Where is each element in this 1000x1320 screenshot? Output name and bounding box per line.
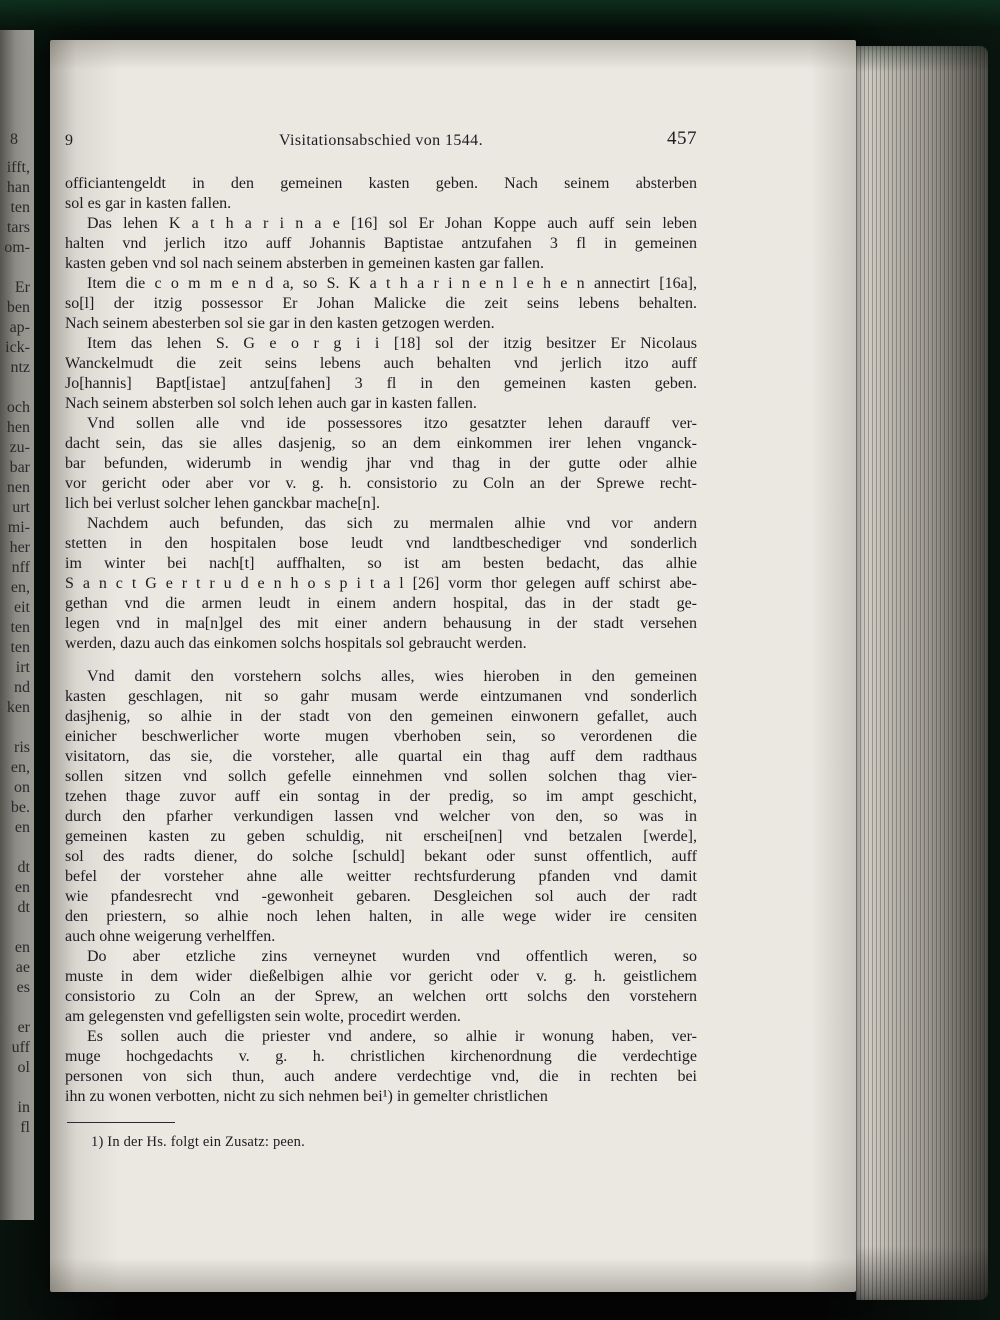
- left-edge-fragment: bar: [9, 459, 30, 476]
- paragraph: [65, 1027, 697, 1107]
- text-line: Nach seinem abesterben sol sie gar in den kasten getzogen werden.: [65, 315, 495, 332]
- text-line: bar befunden, widerumb in wendig jhar vnd thag in der gutte oder alhie: [65, 455, 697, 472]
- left-edge-fragment: fl: [20, 1119, 30, 1136]
- text-line: personen von sich thun, auch andere verdechtige vnd, die in rechten bei: [65, 1068, 697, 1085]
- left-edge-fragment: en: [14, 819, 30, 836]
- text-line: S a n c t G e r t r u d e n h o s p i t a l [26] vorm thor gelegen auff schirst abe-: [65, 575, 697, 592]
- left-edge-fragment: zu-: [9, 439, 30, 456]
- left-edge-fragment: es: [16, 979, 30, 996]
- left-edge-fragment: nff: [11, 559, 30, 576]
- text-line: dasjhenig, so alhie in der stadt von den gemeinen einwonern gefallet, auch: [65, 708, 697, 725]
- left-edge-fragment: ifft,: [6, 159, 30, 176]
- left-edge-fragment: be.: [10, 799, 30, 816]
- text-line: ihn zu wonen verbotten, nicht zu sich nehmen bei¹) in gemelter christlichen: [65, 1088, 548, 1105]
- left-page-edge: [0, 30, 34, 1220]
- header-left-number: 9: [65, 132, 73, 149]
- text-line: Nachdem auch befunden, das sich zu mermalen alhie vnd vor andern: [87, 515, 697, 532]
- paragraph: [65, 414, 697, 514]
- footnote-separator: [67, 1122, 175, 1123]
- left-edge-fragment: en,: [10, 579, 30, 596]
- left-edge-fragment: in: [17, 1099, 30, 1116]
- text-line: stetten in den hospitalen bose leudt vnd landtbeschediger vnd sonderlich: [65, 535, 697, 552]
- left-edge-fragment: nen: [6, 479, 30, 496]
- left-edge-fragment: ae: [15, 959, 30, 976]
- paragraph: [65, 667, 697, 947]
- text-line: Vnd sollen alle vnd ide possessores itzo gesatzter lehen darauff ver-: [87, 415, 697, 432]
- left-edge-fragment: urt: [12, 499, 30, 516]
- left-edge-fragment: dt: [17, 859, 30, 876]
- left-edge-fragment: on: [14, 779, 30, 796]
- left-edge-fragment: ntz: [10, 359, 30, 376]
- text-line: Do aber etzliche zins verneynet wurden vnd offentlich weren, so: [87, 948, 697, 965]
- text-line: auch ohne weigerung verhelffen.: [65, 928, 276, 945]
- left-edge-fragment: hen: [6, 419, 30, 436]
- left-edge-fragment: [2, 1078, 30, 1098]
- text-line: consistorio zu Coln an der Sprew, an welchen ortt solchs den vorstehern: [65, 988, 697, 1005]
- text-line: kasten geben vnd sol nach seinem absterben in gemeinen kasten gar fallen.: [65, 255, 544, 272]
- text-line: muste in dem wider dießelbigen alhie vor gericht oder v. g. h. geistlichem: [65, 968, 697, 985]
- left-edge-fragment: eit: [14, 599, 30, 616]
- text-line: legen vnd in ma[n]gel des mit einer andern behausung in der stadt versehen: [65, 615, 697, 632]
- text-line: Item die c o m m e n d a, so S. K a t h a r i n e n l e h e n annectirt [16a],: [87, 275, 697, 292]
- left-edge-fragment: om-: [4, 239, 30, 256]
- running-header: [65, 130, 697, 154]
- text-line: so[l] der itzig possessor Er Johan Malicke die zeit seins lebens behalten.: [65, 295, 697, 312]
- text-line: Item das lehen S. G e o r g i i [18] sol der itzig besitzer Er Nicolaus: [87, 335, 697, 352]
- text-line: durch den pfarher verkundigen lassen vnd welcher von den, so was in: [65, 808, 697, 825]
- left-edge-fragment: en: [14, 879, 30, 896]
- footnote-text: 1) In der Hs. folgt ein Zusatz: peen.: [91, 1134, 305, 1150]
- text-line: gemeinen kasten zu geben schuldig, nit erschei[nen] vnd betzalen [werde],: [65, 828, 697, 845]
- text-line: muge hochgedachts v. g. h. christlichen kirchenordnung die verdechtige: [65, 1048, 697, 1065]
- page-content: [65, 40, 697, 1151]
- text-line: wie pfandesrecht vnd -gewonheit gebaren. Desgleichen sol auch der radt: [65, 888, 697, 905]
- left-edge-fragment: [2, 918, 30, 938]
- text-line: Vnd damit den vorstehern solchs alles, wies hieroben in den gemeinen: [87, 668, 697, 685]
- text-line: Das lehen K a t h a r i n a e [16] sol Er Johan Koppe auch auff sein leben: [87, 215, 697, 232]
- left-edge-fragment: och: [6, 399, 30, 416]
- running-title: Visitationsabschied von 1544.: [279, 132, 483, 149]
- left-edge-fragment: tars: [6, 219, 30, 236]
- left-edge-fragment: ap-: [9, 319, 30, 336]
- left-edge-fragment: her: [9, 539, 30, 556]
- text-line: Wanckelmudt die zeit seins lebens auch behalten vnd jerlich itzo auff: [65, 355, 697, 372]
- left-edge-fragment: en,: [10, 759, 30, 776]
- left-edge-fragment: ken: [6, 699, 30, 716]
- text-line: lich bei verlust solcher lehen ganckbar mache[n].: [65, 495, 380, 512]
- paragraph: [65, 947, 697, 1027]
- text-line: visitatorn, das sie, die vorsteher, alle quartal ein thag auff dem radthaus: [65, 748, 697, 765]
- text-line: sol es gar in kasten fallen.: [65, 195, 232, 212]
- left-edge-fragment: [2, 718, 30, 738]
- paragraph: [65, 174, 697, 214]
- text-line: den priestern, so alhie noch lehen halten, in alle wege wider ire censiten: [65, 908, 697, 925]
- left-edge-fragment: irt: [15, 659, 30, 676]
- left-edge-fragment: [2, 998, 30, 1018]
- left-edge-fragment: ten: [10, 639, 30, 656]
- text-line: befel der vorsteher ahne alle weitter rechtsfurderung pfanden vnd damit: [65, 868, 697, 885]
- left-edge-fragment: Er: [14, 279, 30, 296]
- left-edge-fragment: [2, 838, 30, 858]
- text-line: gethan vnd die armen leudt in einem andern hospital, das in der stadt ge-: [65, 595, 697, 612]
- left-edge-fragment: uff: [11, 1039, 30, 1056]
- left-edge-fragment: ris: [14, 739, 30, 756]
- left-edge-fragment: [2, 378, 30, 398]
- left-edge-fragment: mi-: [7, 519, 30, 536]
- left-edge-fragment: er: [17, 1019, 30, 1036]
- text-line: halten vnd jerlich itzo auff Johannis Baptistae antzufahen 3 fl in gemeinen: [65, 235, 697, 252]
- text-line: im winter bei nach[t] auffhalten, so ist am besten bedacht, das alhie: [65, 555, 697, 572]
- left-edge-fragment: ben: [6, 299, 30, 316]
- paragraph: [65, 334, 697, 414]
- text-line: tzehen thage zuvor auff ein sontag in der predig, so im ampt geschicht,: [65, 788, 697, 805]
- text-line: vor gericht oder aber vor v. g. h. consistorio zu Coln an der Sprewe recht-: [65, 475, 697, 492]
- left-edge-fragment: [2, 258, 30, 278]
- left-edge-fragment: nd: [14, 679, 30, 696]
- paragraph: [65, 274, 697, 334]
- left-edge-fragment: ick-: [5, 339, 30, 356]
- left-edge-fragment: ten: [10, 199, 30, 216]
- text-line: werden, dazu auch das einkomen solchs hospitals sol gebraucht werden.: [65, 635, 527, 652]
- text-line: dacht sein, das sie alles dasjenig, so an dem einkommen irer lehen vnganck-: [65, 435, 697, 452]
- page-number: 457: [667, 128, 697, 149]
- text-line: einicher beschwerlicher worte mugen vberhoben sein, so verordenen die: [65, 728, 697, 745]
- left-edge-fragment: han: [6, 179, 30, 196]
- text-line: sol des radts diener, do solche [schuld] bekant oder sunst offentlich, auff: [65, 848, 697, 865]
- page-body: [65, 174, 697, 1107]
- left-page-number: 8: [10, 131, 18, 148]
- text-line: kasten geschlagen, nit so gahr musam werde eintzumanen vnd sonderlich: [65, 688, 697, 705]
- text-line: Nach seinem absterben sol solch lehen auch gar in kasten fallen.: [65, 395, 477, 412]
- text-line: sollen sitzen vnd sollch gefelle einnehmen vnd sollen solchen thag vier-: [65, 768, 697, 785]
- paragraph: [65, 214, 697, 274]
- left-edge-fragment: ten: [10, 619, 30, 636]
- page-edges-stack: [856, 46, 988, 1300]
- paragraph: [65, 514, 697, 654]
- scanned-page: [50, 40, 856, 1292]
- left-edge-fragment: en: [14, 939, 30, 956]
- left-edge-text: [0, 158, 34, 1138]
- text-line: officiantengeldt in den gemeinen kasten geben. Nach seinem absterben: [65, 175, 697, 192]
- text-line: Es sollen auch die priester vnd andere, so alhie ir wonung haben, ver-: [87, 1028, 697, 1045]
- left-edge-fragment: ol: [17, 1059, 30, 1076]
- left-edge-fragment: dt: [17, 899, 30, 916]
- text-line: Jo[hannis] Bapt[istae] antzu[fahen] 3 fl in den gemeinen kasten geben.: [65, 375, 697, 392]
- text-line: am gelegensten vnd gefelligsten sein wolte, procedirt werden.: [65, 1008, 461, 1025]
